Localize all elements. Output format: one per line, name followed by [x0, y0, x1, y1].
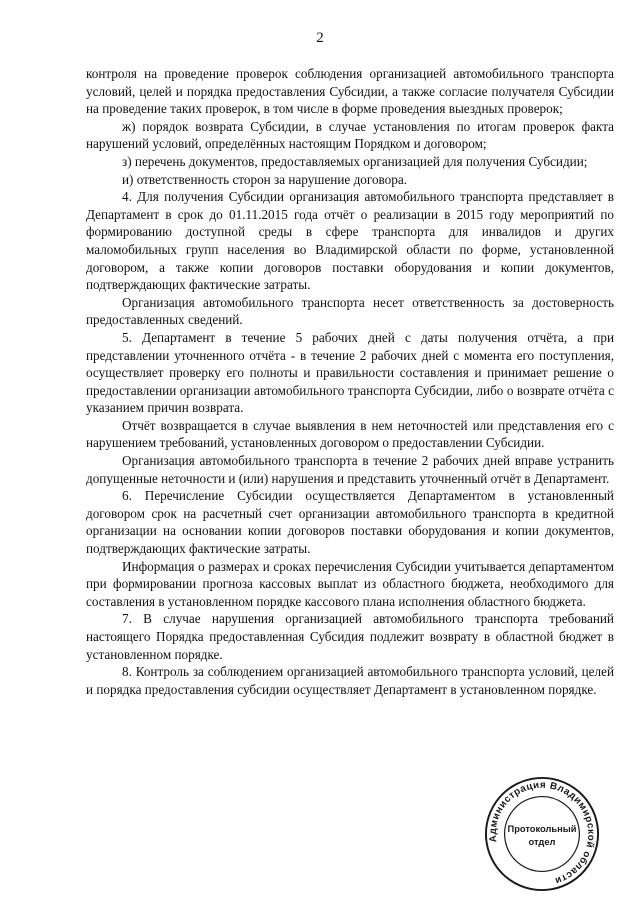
stamp-ring-text: Администрация Владимирской области [487, 779, 597, 887]
paragraph-9: Организация автомобильного транспорта в течение 2 рабочих дней вправе устранить допущенные неточности и (или) нарушения и представить уточненный отчёт в Департамент. [86, 453, 614, 486]
paragraph-8: Отчёт возвращается в случае выявления в нем неточностей или представления его с нарушением требований, установленных договором о предоставлении Субсидии. [86, 417, 614, 451]
paragraph-11: Информация о размерах и сроках перечисления Субсидии учитывается департаментом при формировании прогноза кассовых выплат из областного бюджета, необходимого для составления в установленном порядке кассового плана исполнения областного бюджета. [86, 558, 614, 609]
paragraph-7: 5. Департамент в течение 5 рабочих дней с даты получения отчёта, а при представлении уточненного отчёта - в течение 2 рабочих дней с момента его поступления, осуществляет проверку его полноты и правильности составления и принимает решение о предоставлении организации автомобильного транспорта Субсидии, либо о возврате отчёта с указанием причин возврата. [86, 329, 614, 416]
paragraph-4: и) ответственность сторон за нарушение договора. [122, 171, 408, 187]
stamp-center-line-1: Протокольный [507, 824, 577, 835]
paragraph-3: з) перечень документов, предоставляемых организацией для получения Субсидии; [122, 153, 588, 169]
page-number: 2 [316, 30, 324, 46]
paragraph-13: 8. Контроль за соблюдением организацией автомобильного транспорта условий, целей и порядка предоставления субсидии осуществляет Департамент в установленном порядке. [86, 664, 614, 697]
paragraph-10: 6. Перечисление Субсидии осуществляется Департаментом в установленный договором срок на расчетный счет организации автомобильного транспорта в кредитной организации на основании копии договоров поставки оборудования и копии документов, подтверждающих фактические затраты. [86, 488, 614, 557]
document-body [86, 65, 614, 698]
paragraph-1: контроля на проведение проверок соблюдения организацией автомобильного транспорта условий, целей и порядка предоставления Субсидии, а также согласие получателя Субсидии на проведение таких проверок, в том числе в форме проведения выездных проверок; [86, 66, 614, 117]
paragraph-2: ж) порядок возврата Субсидии, в случае установления по итогам проверок факта нарушений условий, определённых настоящим Порядком и договором; [86, 118, 614, 152]
stamp-center-line-2: отдел [528, 836, 556, 847]
paragraph-6: Организация автомобильного транспорта несет ответственность за достоверность предоставленных сведений. [86, 294, 614, 328]
official-stamp [483, 775, 601, 893]
paragraph-12: 7. В случае нарушения организацией автомобильного транспорта требований настоящего Порядка предоставленная Субсидия подлежит возврату в областной бюджет в установленном порядке. [86, 611, 614, 662]
paragraph-5: 4. Для получения Субсидии организация автомобильного транспорта представляет в Департамент в срок до 01.11.2015 года отчёт о реализации в 2015 году мероприятий по формированию доступной среды в сфере транспорта для инвалидов и других маломобильных групп населения во Владимирской области по форме, установленной договором, а также копии договоров поставки оборудования и копии документов, подтверждающих фактические затраты. [86, 189, 614, 293]
